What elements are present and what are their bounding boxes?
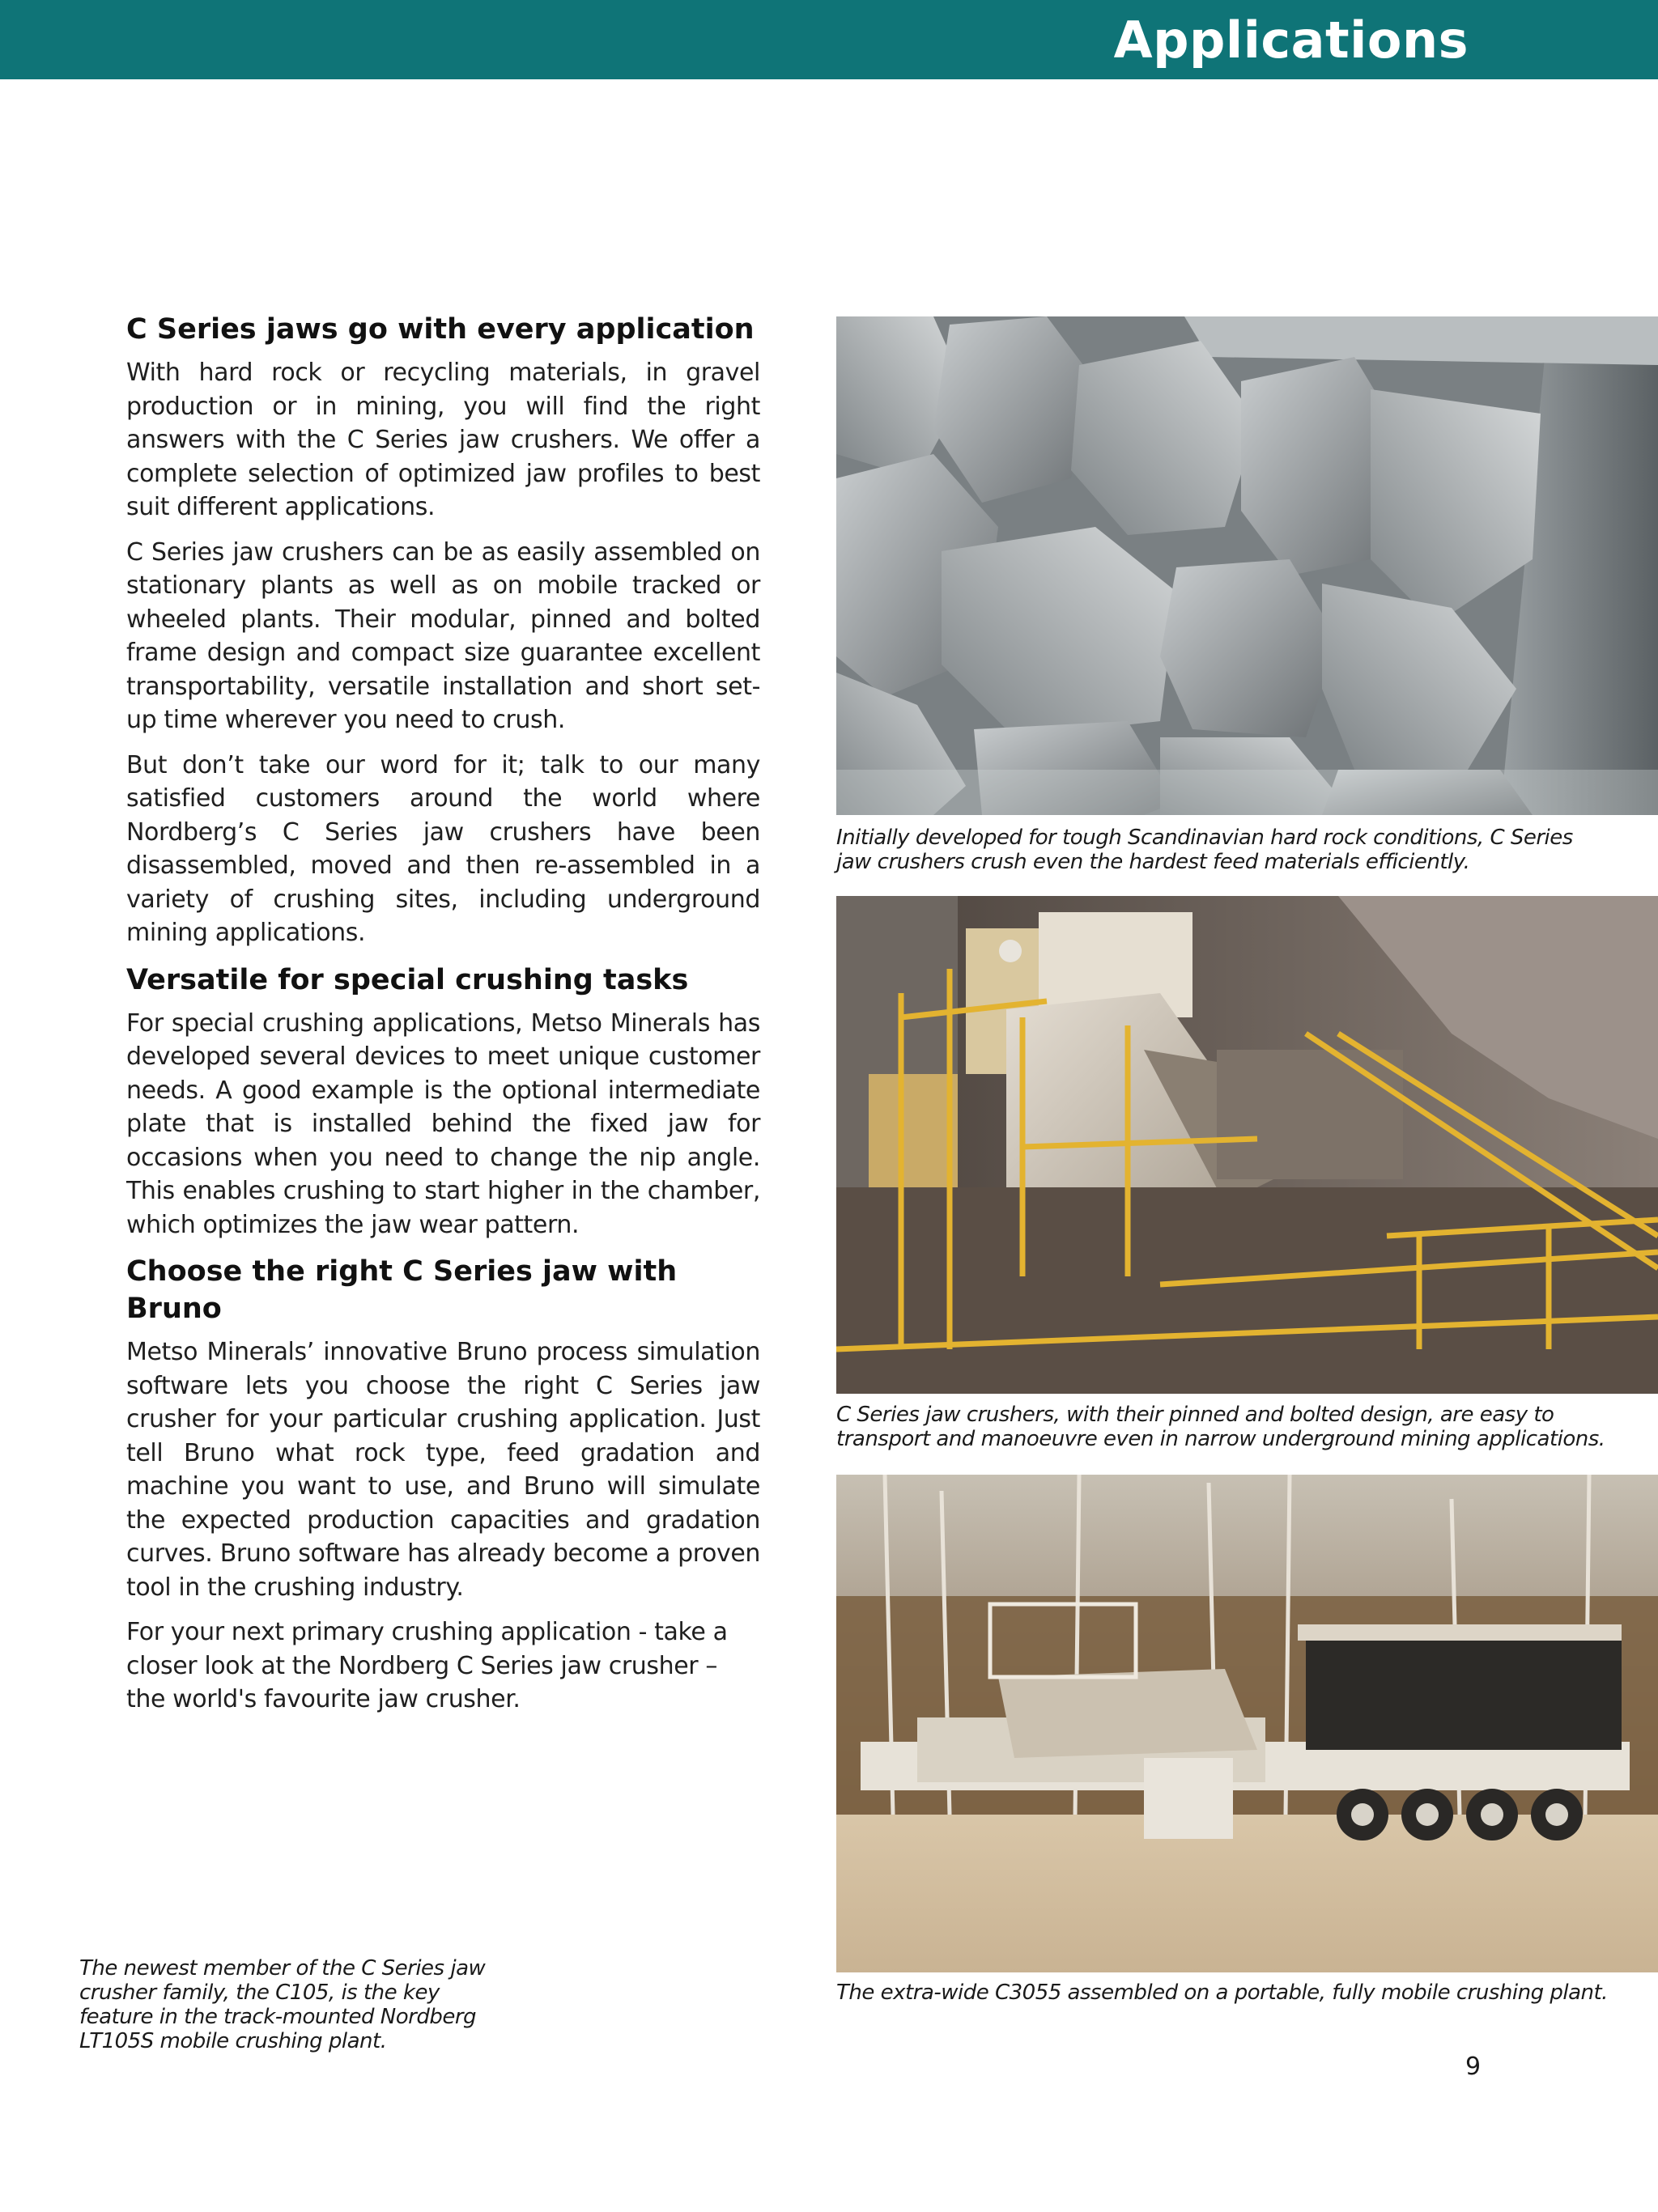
photo-caption: Initially developed for tough Scandinavian hard rock conditions, C Series jaw crushers crush even the hardest feed materials efficiently. — [836, 826, 1573, 874]
page-number: 9 — [1465, 2053, 1482, 2081]
section-heading: Versatile for special crushing tasks — [126, 963, 689, 996]
body-paragraph: With hard rock or recycling materials, in gravel production or in mining, you will find the right answers with the C Series jaw crushers. We offer a complete selection of optimized jaw profiles to best suit different applications. — [126, 359, 760, 521]
rock-feed-photo — [836, 316, 1658, 815]
mobile-plant-photo — [836, 1475, 1658, 1972]
photo-caption: The newest member of the C Series jaw crusher family, the C105, is the key feature in the track-mounted Nordberg LT105S mobile crushing plant. — [79, 1956, 486, 2053]
photo-caption: The extra-wide C3055 assembled on a portable, fully mobile crushing plant. — [836, 1981, 1608, 2005]
underground-installation-photo — [836, 896, 1658, 1394]
header-bar — [0, 0, 1658, 79]
section-heading: Choose the right C Series jaw with Bruno — [126, 1255, 678, 1325]
body-paragraph: Metso Minerals’ innovative Bruno process simulation software lets you choose the right C Series jaw crusher for your particular crushing application. Just tell Bruno what rock type, feed gradation and machine you want to use, and Bruno will simulate the expected production capacities and gradation curves. Bruno software has already become a proven tool in the crushing industry. — [126, 1338, 760, 1602]
body-paragraph: For special crushing applications, Metso Minerals has developed several devices to meet unique customer needs. A good example is the optional intermediate plate that is installed behind the fixed jaw for occasions when you need to change the nip angle. This enables crushing to start higher in the chamber, which optimizes the jaw wear pattern. — [126, 1008, 760, 1239]
section-heading: C Series jaws go with every application — [126, 313, 755, 346]
body-paragraph: But don’t take our word for it; talk to our many satisfied customers around the world where Nordberg’s C Series jaw crushers have been disassembled, moved and then re-assembled in a variety of crushing sites, including underground mining applications. — [126, 750, 760, 947]
photo-caption: C Series jaw crushers, with their pinned and bolted design, are easy to transport and manoeuvre even in narrow underground mining applications. — [836, 1403, 1605, 1451]
body-paragraph: C Series jaw crushers can be as easily assembled on stationary plants as well as on mobile tracked or wheeled plants. Their modular, pinned and bolted frame design and compact size guarantee excellent transportability, versatile installation and short set-up time wherever you need to crush. — [126, 537, 760, 734]
body-paragraph: For your next primary crushing application - take a closer look at the Nordberg C Series jaw crusher – the world's favourite jaw crusher. — [126, 1618, 728, 1713]
page-title: Applications — [1113, 11, 1469, 70]
body-text-column — [126, 311, 760, 1728]
